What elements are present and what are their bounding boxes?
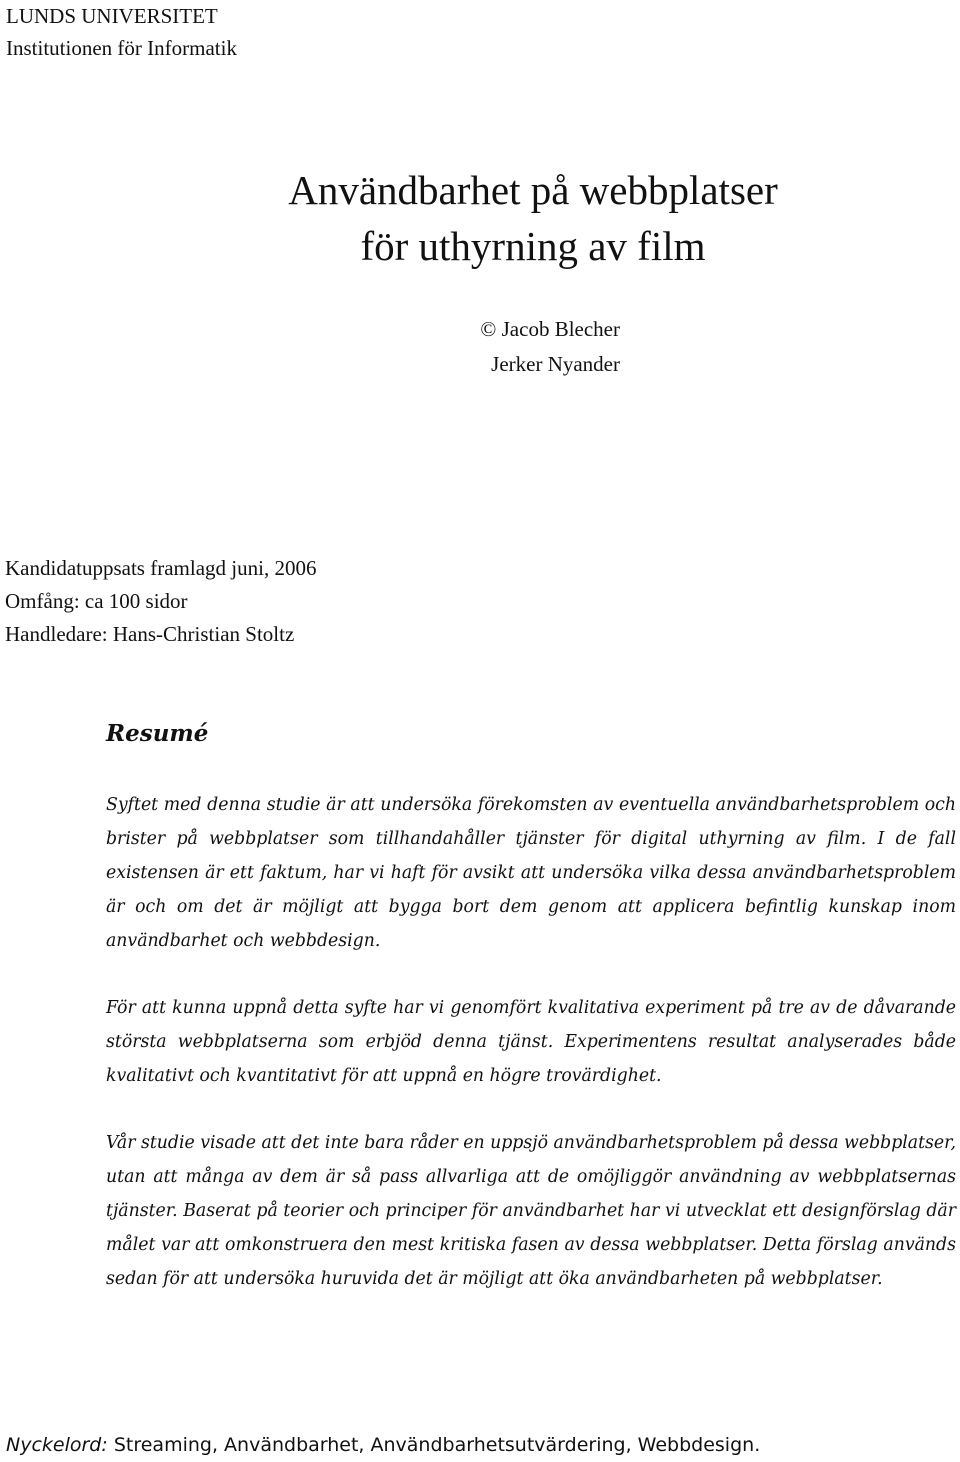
- resume-paragraph-3: Vår studie visade att det inte bara råder en uppsjö användbarhetsproblem på dessa webbplatser, utan att många av dem är så pass allvarliga att de omöjliggör användning av webbplatsernas tjänster. Baserat på teorier och principer för användbarhet har vi utvecklat ett designförslag där målet var att omkonstruera den mest kritiska fasen av dessa webbplatser. Detta förslag används sedan för att undersöka huruvida det är möjligt att öka användbarheten på webbplatser.: [106, 1133, 956, 1289]
- author-name-1: Jacob Blecher: [501, 317, 620, 341]
- department-name: Institutionen för Informatik: [6, 36, 237, 60]
- resume-paragraph-1: Syftet med denna studie är att undersöka förekomsten av eventuella användbarhetsproblem och brister på webbplatser som tillhandahåller tjänster för digital uthyrning av film. I de fall existensen är ett faktum, har vi haft för avsikt att undersöka vilka dessa användbarhetsproblem är och om det är möjligt att bygga bort dem genom att applicera befintlig kunskap inom användbarhet och webbdesign.: [106, 795, 956, 951]
- keywords-text: Streaming, Användbarhet, Användbarhetsutvärdering, Webbdesign.: [113, 1434, 761, 1456]
- resume-section: [106, 716, 956, 1329]
- title-line-2: för uthyrning av film: [360, 223, 706, 269]
- thesis-scope: Omfång: ca 100 sidor: [5, 589, 188, 613]
- copyright-symbol: ©: [480, 317, 497, 341]
- resume-paragraph-2: För att kunna uppnå detta syfte har vi genomfört kvalitativa experiment på tre av de dåvarande största webbplatserna som erbjöd denna tjänst. Experimentens resultat analyserades både kvalitativt och kvantitativt för att uppnå en högre trovärdighet.: [106, 998, 956, 1086]
- thesis-meta: [5, 552, 316, 651]
- author-line-2: [410, 347, 620, 382]
- author-line-1: [410, 312, 620, 347]
- author-name-2: Jerker Nyander: [491, 352, 620, 376]
- university-name: LUNDS UNIVERSITET: [6, 4, 218, 28]
- keywords-label: Nyckelord:: [6, 1434, 108, 1456]
- thesis-date: Kandidatuppsats framlagd juni, 2006: [5, 556, 317, 580]
- keywords-line: [6, 1430, 760, 1460]
- thesis-supervisor: Handledare: Hans-Christian Stoltz: [5, 622, 295, 646]
- title-line-1: Användbarhet på webbplatser: [288, 167, 778, 213]
- page-header: [6, 0, 237, 64]
- document-title: [0, 162, 960, 274]
- author-block: [410, 312, 620, 382]
- resume-heading: Resumé: [106, 720, 209, 747]
